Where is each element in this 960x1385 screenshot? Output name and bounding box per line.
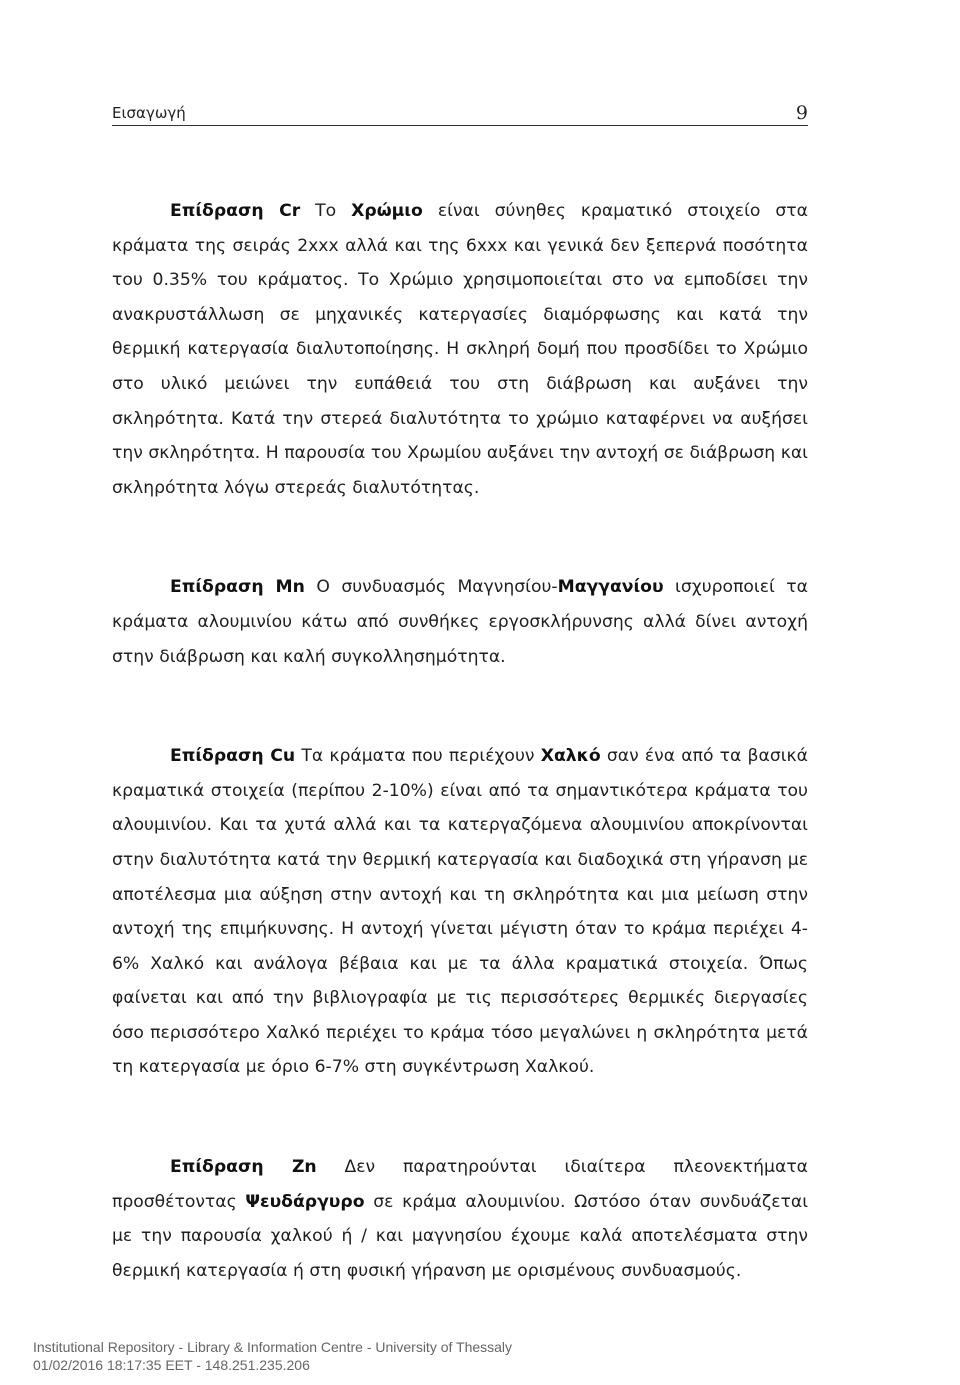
paragraph-heading: Επίδραση Cr xyxy=(170,201,301,221)
paragraph-heading: Επίδραση Zn xyxy=(170,1157,317,1178)
repository-footer xyxy=(33,1338,512,1374)
paragraph-cu xyxy=(112,739,808,1085)
page-header xyxy=(112,104,808,128)
page-number: 9 xyxy=(795,102,808,124)
emphasis-term: Χαλκό xyxy=(540,746,601,767)
footer-timestamp-line: 01/02/2016 18:17:35 EET - 148.251.235.206 xyxy=(33,1357,310,1373)
paragraph-segment: είναι σύνηθες κραματικό στοιχείο στα κράματα της σειράς 2xxx αλλά και της 6xxx και γενικά δεν ξεπερνά ποσότητα του 0.35% του κράματος. Το Χρώμιο χρησιμοποιείται στο να εμποδίσει την ανακρυστάλλωση σε μηχανικές κατεργασίες διαμόρφωσης και κατά την θερμική κατεργασία διαλυτοποίησης. Η σκληρή δομή που προσδίδει το Χρώμιο στο υλικό μειώνει την ευπάθειά του στη διάβρωση και αυξάνει την σκληρότητα. Κατά την στερεά διαλυτότητα το χρώμιο καταφέρνει να αυξήσει την σκληρότητα. Η παρουσία του Χρωμίου αυξάνει την αντοχή σε διάβρωση και σκληρότητα λόγω στερεάς διαλυτότητας. xyxy=(112,201,808,498)
body-text xyxy=(112,194,808,1288)
emphasis-term: Μαγγανίου xyxy=(557,577,664,598)
section-title: Εισαγωγή xyxy=(112,104,186,122)
header-rule xyxy=(112,125,808,126)
paragraph-segment: σαν ένα από τα βασικά κραματικά στοιχεία (περίπου 2-10%) είναι από τα σημαντικότερα κράματα του αλουμινίου. Και τα χυτά αλλά και τα κατεργαζόμενα αλουμινίου αποκρίνονται στην διαλυτότητα κατά την θερμική κατεργασία και διαδοχικά στη γήρανση με αποτέλεσμα μια αύξηση στην αντοχή και τη σκληρότητα και μια μείωση στην αντοχή της επιμήκυνσης. Η αντοχή γίνεται μέγιστη όταν το κράμα περιέχει 4-6% Χαλκό και ανάλογα βέβαια και με τα άλλα κραματικά στοιχεία. Όπως φαίνεται και από την βιβλιογραφία με τις περισσότερες θερμικές διεργασίες όσο περισσότερο Χαλκό περιέχει το κράμα τόσο μεγαλώνει η σκληρότητα μετά τη κατεργασία με όριο 6-7% στη συγκέντρωση Χαλκού. xyxy=(112,746,808,1078)
paragraph-segment: Τα κράματα που περιέχουν xyxy=(295,746,541,767)
footer-repository-line: Institutional Repository - Library & Information Centre - University of Thessaly xyxy=(33,1339,513,1355)
paragraph-segment: Το xyxy=(300,201,352,221)
paragraph-segment: Ο συνδυασμός Μαγνησίου- xyxy=(304,577,558,598)
paragraph-segment: ισχυροποιεί τα κράματα αλουμινίου κάτω από συνθήκες εργοσκλήρυνσης αλλά δίνει αντοχή στην διάβρωση και καλή συγκολλησημότητα. xyxy=(112,577,808,667)
paragraph-segment: Δεν παρατηρούνται ιδιαίτερα πλεονεκτήματα προσθέτοντας xyxy=(112,1157,808,1212)
paragraph-cr xyxy=(112,194,808,505)
paragraph-heading: Επίδραση Cu xyxy=(170,746,296,767)
paragraph-segment: σε κράμα αλουμινίου. Ωστόσο όταν συνδυάζεται με την παρουσία χαλκού ή / και μαγνησίου έχουμε καλά αποτελέσματα στην θερμική κατεργασία ή στη φυσική γήρανση με ορισμένους συνδυασμούς. xyxy=(112,1191,809,1281)
emphasis-term: Ψευδάργυρο xyxy=(245,1191,365,1212)
paragraph-zn xyxy=(112,1150,808,1288)
paragraph-heading: Επίδραση Mn xyxy=(170,577,305,598)
paragraph-mn xyxy=(112,570,808,674)
emphasis-term: Χρώμιο xyxy=(351,201,423,221)
